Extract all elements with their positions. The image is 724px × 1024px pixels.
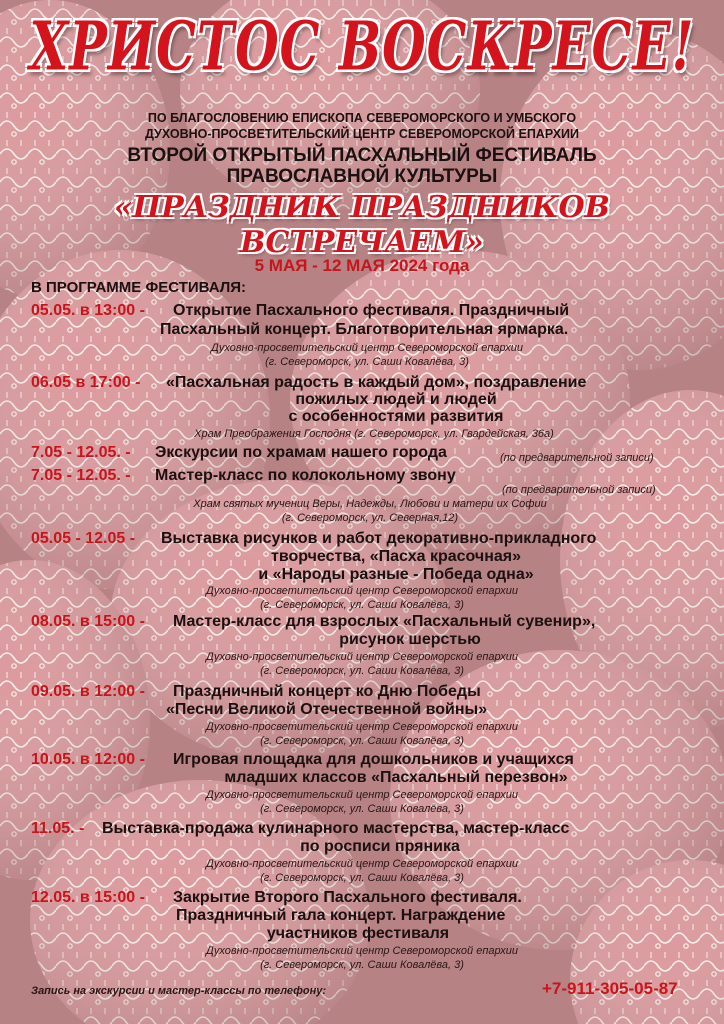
event-venue-address: (г. Североморск, ул. Северная,12) [281,512,459,524]
event-venue-address: (г. Североморск, ул. Саши Ковалёва, 3) [265,356,469,368]
event-title-line: творчества, «Пасха красочная» [271,548,521,565]
event-date: 05.05. в 13:00 - [31,302,145,319]
event-venue: Духовно-просветительский центр Североморской епархии [205,945,519,957]
event-date: 7.05 - 12.05. - [31,467,131,484]
event-note: (по предварительной записи) [500,452,654,464]
event-title-line: младших классов «Пасхальный перезвон» [224,769,568,786]
event-venue: Духовно-просветительский центр Североморской епархии [205,651,519,663]
event-date: 12.05. в 15:00 - [31,889,145,906]
blessing-line: ПО БЛАГОСЛОВЕНИЮ ЕПИСКОПА СЕВЕРОМОРСКОГО И УМБСКОГО [147,111,577,125]
contact-phone[interactable]: +7-911-305-05-87 [542,979,678,998]
event-date: 11.05. - [31,820,85,837]
event-venue: Духовно-просветительский центр Североморской епархии [205,585,519,597]
event-title-line: «Пасхальная радость в каждый дом», поздравление [166,374,587,391]
festival-title-line-2: ПРАВОСЛАВНОЙ КУЛЬТУРЫ [226,166,498,187]
event-venue-address: (г. Североморск, ул. Саши Ковалёва, 3) [260,735,464,747]
event-venue: Храм Преображения Господня (г. Североморск, ул. Гвардейская, 36а) [194,428,554,440]
event-venue: Духовно-просветительский центр Североморской епархии [205,721,519,733]
event-title-line: Мастер-класс для взрослых «Пасхальный сувенир», [173,613,596,630]
event-venue-address: (г. Североморск, ул. Саши Ковалёва, 3) [260,665,464,677]
event-venue-address: (г. Североморск, ул. Саши Ковалёва, 3) [260,959,464,971]
event-venue-address: (г. Североморск, ул. Саши Ковалёва, 3) [260,872,464,884]
event-venue-address: (г. Североморск, ул. Саши Ковалёва, 3) [260,599,464,611]
event-venue: Духовно-просветительский центр Североморской епархии [210,342,524,354]
program-heading: В ПРОГРАММЕ ФЕСТИВАЛЯ: [31,279,247,296]
event-title-line: Экскурсии по храмам нашего города [155,444,447,461]
event-title-line: «Песни Великой Отечественной войны» [166,701,488,718]
event-title-line: Открытие Пасхального фестиваля. Праздничный [173,302,570,319]
event-venue: Духовно-просветительский центр Североморской епархии [205,858,519,870]
event-title-line: Пасхальный концерт. Благотворительная ярмарка. [160,321,569,338]
event-date: 08.05. в 15:00 - [31,613,145,630]
event-title-line: Праздничный концерт ко Дню Победы [173,683,481,700]
event-title-line: Мастер-класс по колокольному звону [155,467,456,484]
event-title-line: пожилых людей и людей [295,391,497,408]
event-date: 10.05. в 12:00 - [31,751,145,768]
festival-name: «ПРАЗДНИК ПРАЗДНИКОВ ВСТРЕЧАЕМ» [114,190,610,260]
event-title-line: Игровая площадка для дошкольников и учащихся [173,751,574,768]
event-title-line: Выставка-продажа кулинарного мастерства, мастер-класс [102,820,570,837]
event-title-line: и «Народы разные - Победа одна» [258,566,534,583]
event-title-line: с особенностями развития [288,408,504,425]
poster-title: ХРИСТОС ВОСКРЕСЕ! [29,6,695,86]
event-date: 09.05. в 12:00 - [31,683,145,700]
event-date: 05.05 - 12.05 - [31,530,136,547]
event-date: 06.05 в 17:00 - [31,374,141,391]
event-title-line: Праздничный гала концерт. Награждение [176,907,506,924]
event-venue: Духовно-просветительский центр Североморской епархии [205,789,519,801]
event-title-line: Закрытие Второго Пасхального фестиваля. [173,889,522,906]
event-title-line: Выставка рисунков и работ декоративно-прикладного [161,530,597,547]
event-date: 7.05 - 12.05. - [31,444,131,461]
event-title-line: участников фестиваля [266,925,450,942]
festival-dates: 5 МАЯ - 12 МАЯ 2024 года [254,256,470,275]
event-title-line: рисунок шерстью [339,631,481,648]
festival-title-line-1: ВТОРОЙ ОТКРЫТЫЙ ПАСХАЛЬНЫЙ ФЕСТИВАЛЬ [127,145,597,166]
registration-note: Запись на экскурсии и мастер-классы по телефону: [31,985,327,997]
event-title-line: по росписи пряника [300,838,460,855]
event-venue: Храм святых мучениц Веры, Надежды, Любови и матери их Софии [193,498,547,510]
event-note: (по предварительной записи) [502,484,656,496]
event-venue-address: (г. Североморск, ул. Саши Ковалёва, 3) [260,803,464,815]
organizer-line: ДУХОВНО-ПРОСВЕТИТЕЛЬСКИЙ ЦЕНТР СЕВЕРОМОРСКОЙ ЕПАРХИИ [145,127,579,141]
